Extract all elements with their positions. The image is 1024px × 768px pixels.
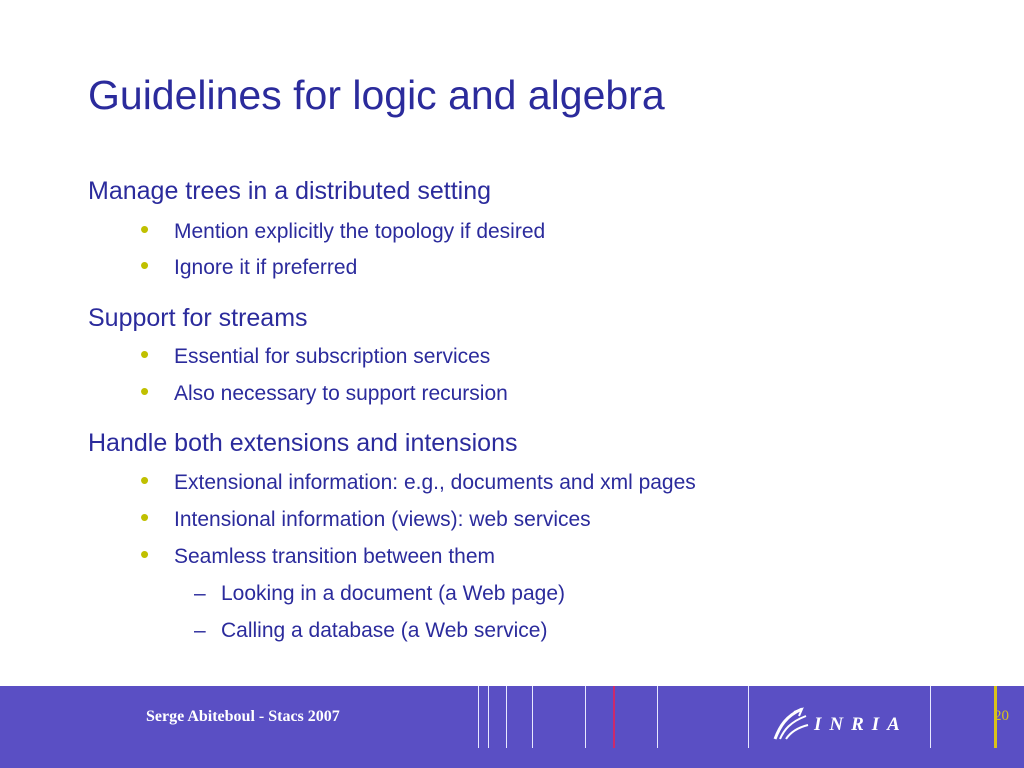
bullet-text: Intensional information (views): web services bbox=[174, 508, 591, 531]
dash-icon: – bbox=[194, 619, 206, 642]
section-heading: Handle both extensions and intensions bbox=[88, 429, 518, 457]
bullet-text: Mention explicitly the topology if desired bbox=[174, 220, 546, 243]
slide-title: Guidelines for logic and algebra bbox=[88, 72, 665, 118]
section-heading: Support for streams bbox=[88, 304, 308, 332]
bullet-text: Extensional information: e.g., documents and xml pages bbox=[174, 471, 696, 494]
footer-divider bbox=[613, 686, 615, 748]
section-heading: Manage trees in a distributed setting bbox=[88, 177, 492, 205]
inria-logo-icon bbox=[772, 706, 810, 742]
logo-text: INRIA bbox=[814, 714, 908, 735]
inria-logo bbox=[772, 706, 922, 746]
bullet-text: Ignore it if preferred bbox=[174, 256, 358, 279]
footer-divider bbox=[478, 686, 479, 748]
footer-divider bbox=[748, 686, 749, 748]
footer-divider bbox=[585, 686, 586, 748]
bullet-icon: • bbox=[140, 465, 150, 495]
page-number: 20 bbox=[994, 708, 1009, 724]
footer-divider bbox=[506, 686, 507, 748]
bullet-icon: • bbox=[140, 539, 150, 569]
sub-bullet-text: Looking in a document (a Web page) bbox=[221, 582, 565, 605]
dash-icon: – bbox=[194, 582, 206, 605]
bullet-icon: • bbox=[140, 250, 150, 280]
bullet-text: Also necessary to support recursion bbox=[174, 382, 508, 405]
footer-divider bbox=[657, 686, 658, 748]
footer-divider bbox=[930, 686, 931, 748]
footer-divider bbox=[532, 686, 533, 748]
footer-divider bbox=[488, 686, 489, 748]
bullet-text: Seamless transition between them bbox=[174, 545, 495, 568]
slide-footer bbox=[0, 686, 1024, 768]
bullet-icon: • bbox=[140, 502, 150, 532]
sub-bullet-text: Calling a database (a Web service) bbox=[221, 619, 548, 642]
footer-author: Serge Abiteboul - Stacs 2007 bbox=[146, 708, 340, 725]
bullet-text: Essential for subscription services bbox=[174, 345, 491, 368]
bullet-icon: • bbox=[140, 376, 150, 406]
bullet-icon: • bbox=[140, 214, 150, 244]
bullet-icon: • bbox=[140, 339, 150, 369]
